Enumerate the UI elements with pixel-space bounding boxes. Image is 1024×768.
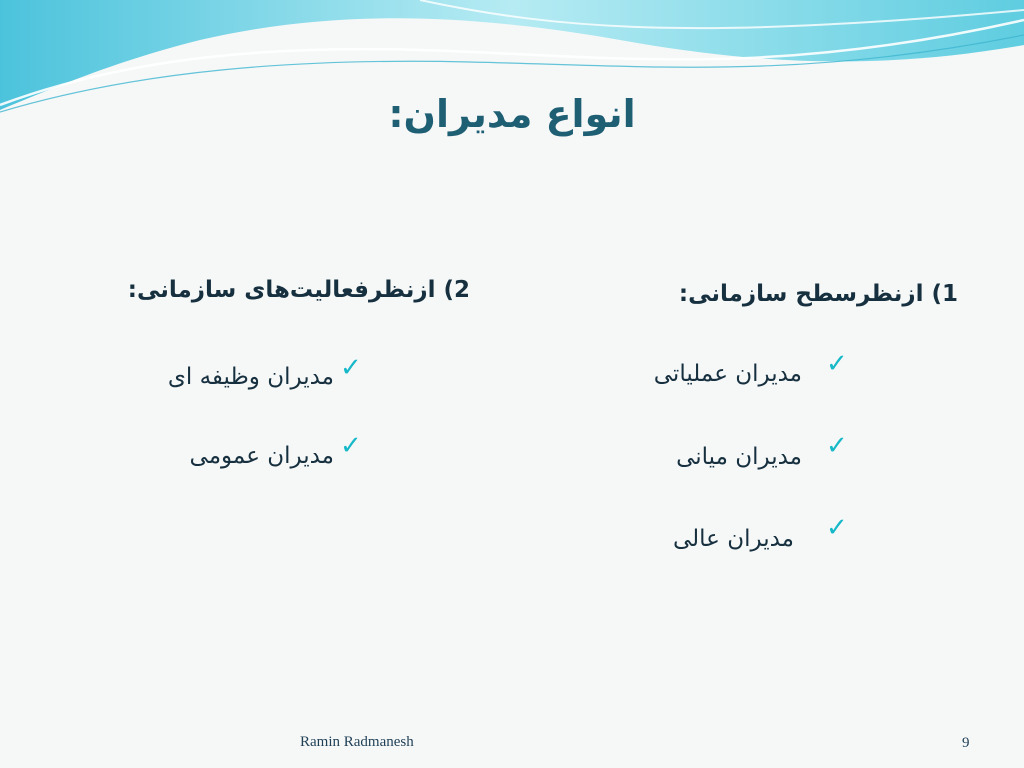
check-icon: ✓ — [826, 431, 848, 461]
list-item-general-managers: مدیران عمومی — [189, 443, 334, 469]
check-icon: ✓ — [340, 353, 362, 383]
footer-author: Ramin Radmanesh — [300, 734, 414, 750]
list-item-senior-managers: مدیران عالی — [673, 526, 794, 552]
heading-organizational-level: 1) ازنظرسطح سازمانی: — [678, 281, 958, 307]
slide-title: انواع مدیران: — [388, 92, 636, 136]
list-item-operational-managers: مدیران عملیاتی — [653, 361, 802, 387]
check-icon: ✓ — [340, 431, 362, 461]
list-item-middle-managers: مدیران میانی — [676, 444, 802, 470]
check-icon: ✓ — [826, 513, 848, 543]
check-icon: ✓ — [826, 349, 848, 379]
heading-organizational-activities: 2) ازنظرفعالیت‌های سازمانی: — [127, 277, 470, 303]
list-item-functional-managers: مدیران وظیفه ای — [167, 364, 334, 390]
page-number: 9 — [962, 735, 970, 751]
